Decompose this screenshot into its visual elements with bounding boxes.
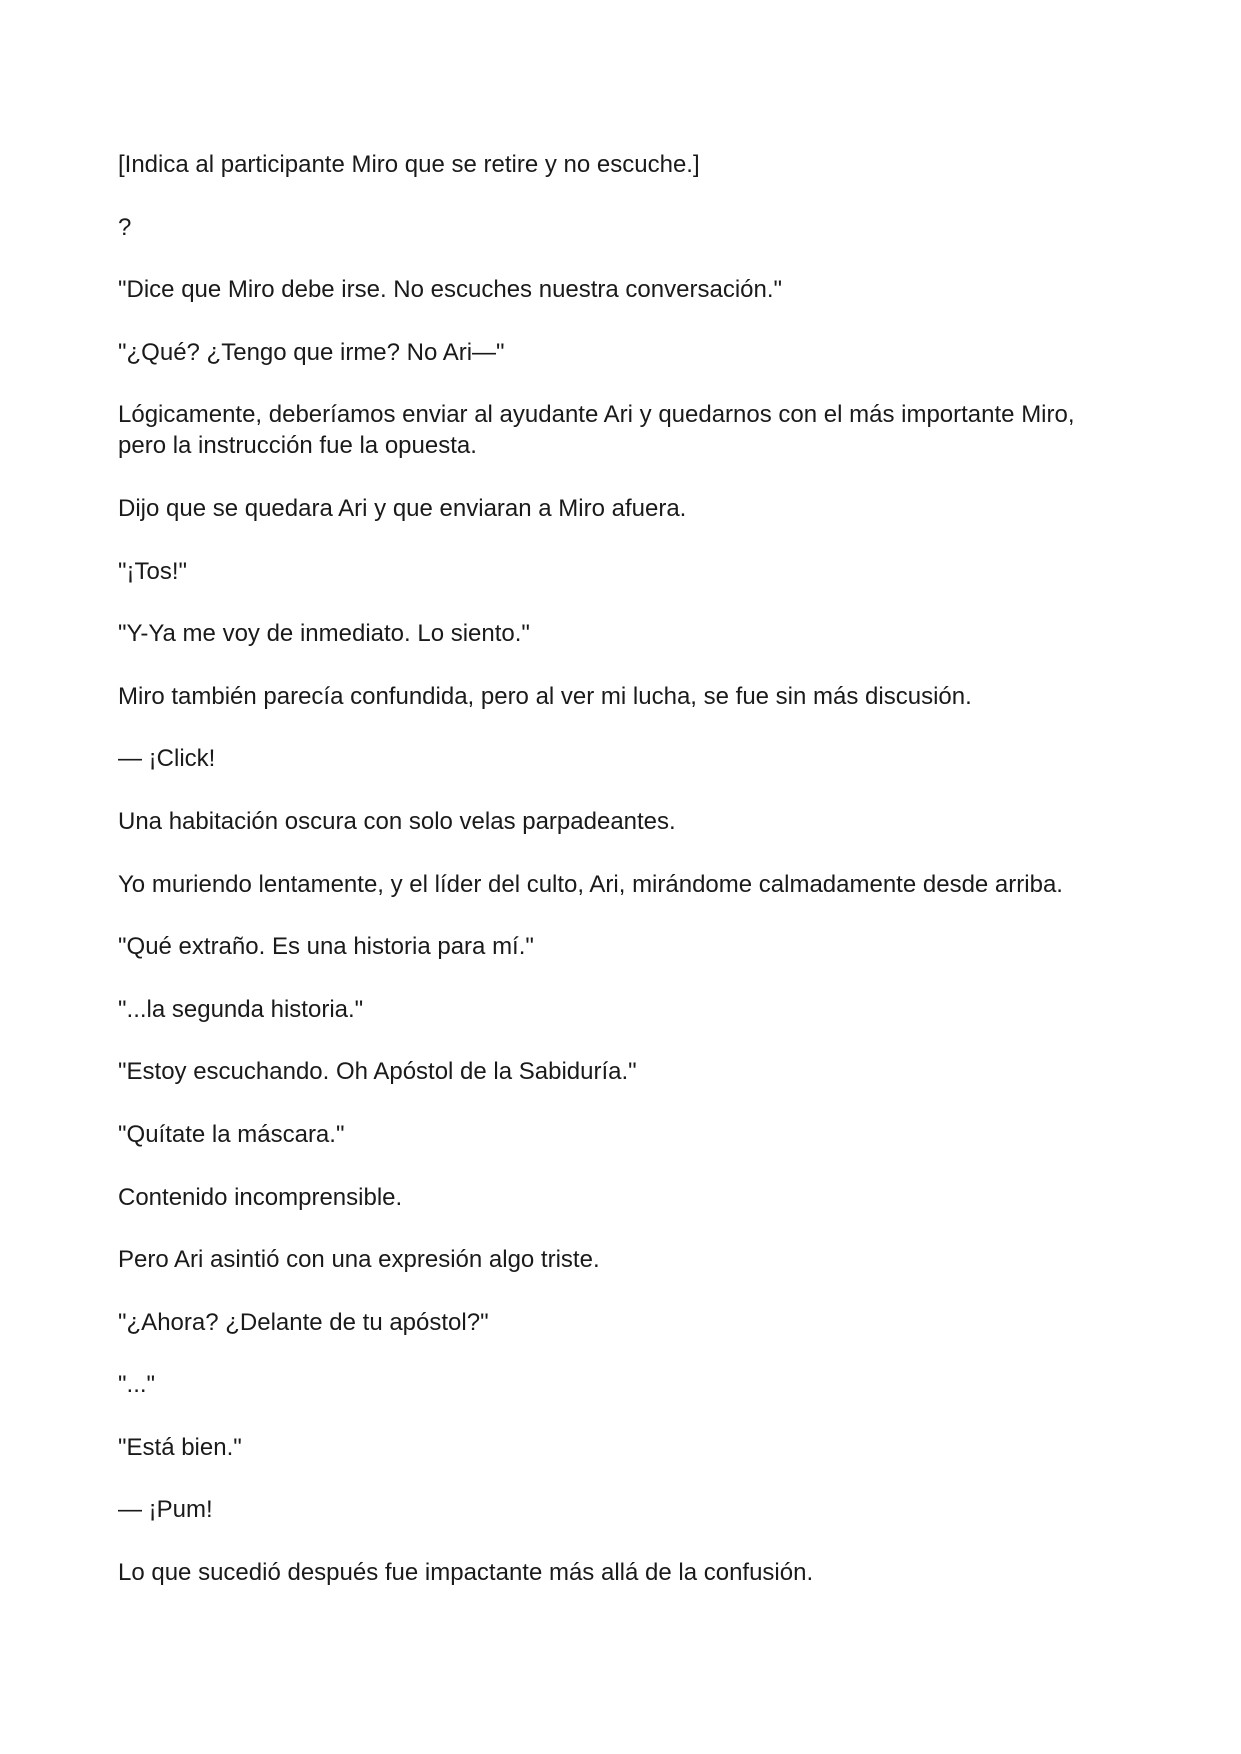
paragraph: ? [118, 213, 132, 241]
paragraph: Dijo que se quedara Ari y que enviaran a Miro afuera. [118, 494, 687, 522]
paragraph: "Y-Ya me voy de inmediato. Lo siento." [118, 620, 530, 648]
paragraph: Yo muriendo lentamente, y el líder del culto, Ari, mirándome calmadamente desde arriba. [118, 870, 1063, 898]
paragraph: "...la segunda historia." [118, 995, 364, 1023]
paragraph: "Está bien." [118, 1433, 242, 1461]
paragraph: Lógicamente, deberíamos enviar al ayudante Ari y quedarnos con el más importante Miro, pero la instrucción fue la opuesta. [118, 401, 1075, 460]
paragraph: Lo que sucedió después fue impactante más allá de la confusión. [118, 1559, 814, 1587]
paragraph: Una habitación oscura con solo velas parpadeantes. [118, 807, 676, 835]
paragraph: "Quítate la máscara." [118, 1120, 345, 1148]
paragraph: "¡Tos!" [118, 557, 188, 585]
paragraph: — ¡Click! [118, 745, 216, 773]
paragraph: — ¡Pum! [118, 1496, 213, 1524]
paragraph: "¿Qué? ¿Tengo que irme? No Ari—" [118, 338, 505, 366]
paragraph: Contenido incomprensible. [118, 1183, 403, 1211]
paragraph: "Estoy escuchando. Oh Apóstol de la Sabiduría." [118, 1058, 637, 1086]
paragraph: "..." [118, 1371, 156, 1399]
paragraph: Pero Ari asintió con una expresión algo triste. [118, 1246, 600, 1274]
paragraph: "¿Ahora? ¿Delante de tu apóstol?" [118, 1308, 489, 1336]
paragraph: "Qué extraño. Es una historia para mí." [118, 933, 534, 961]
paragraph: "Dice que Miro debe irse. No escuches nuestra conversación." [118, 276, 783, 304]
document-body [118, 149, 1128, 1588]
paragraph: Miro también parecía confundida, pero al ver mi lucha, se fue sin más discusión. [118, 682, 972, 710]
paragraph: [Indica al participante Miro que se retire y no escuche.] [118, 151, 700, 178]
